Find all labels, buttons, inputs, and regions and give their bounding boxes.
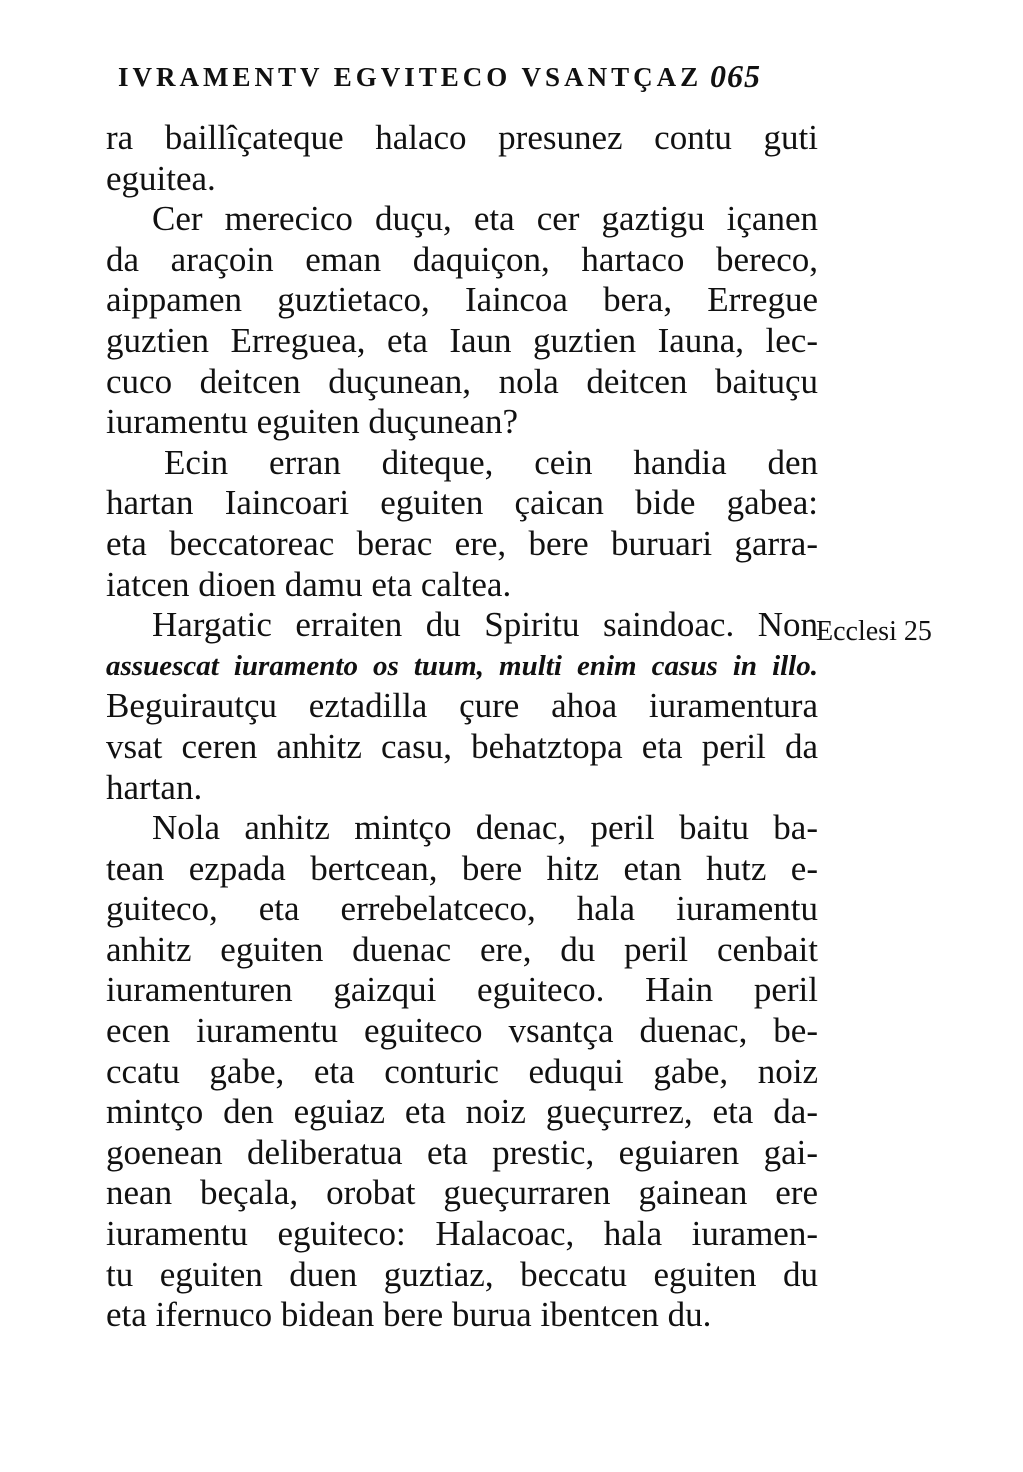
- text-line: iuramentu eguiteco: Halacoac, hala iuramen-: [106, 1214, 818, 1254]
- text-line: ecen iuramentu eguiteco vsantça duenac, be-: [106, 1011, 818, 1051]
- running-head-title: IVRAMENTV EGVITECO VSANTÇAZ: [118, 62, 703, 92]
- text-line: guztien Erreguea, eta Iaun guztien Iauna, lec-: [106, 320, 818, 360]
- text-line: mintço den eguiaz eta noiz gueçurrez, eta da-: [106, 1092, 818, 1132]
- text-line: tu eguiten duen guztiaz, beccatu eguiten du: [106, 1254, 818, 1294]
- text-line: Hargatic erraiten du Spiritu saindoac. Non: [152, 605, 818, 645]
- text-line: da araçoin eman daquiçon, hartaco bereco,: [106, 239, 818, 279]
- text-line: tean ezpada bertcean, bere hitz etan hutz e-: [106, 848, 818, 888]
- text-line: eta ifernuco bidean bere burua ibentcen du.: [106, 1295, 712, 1335]
- text-line: iatcen dioen damu eta caltea.: [106, 564, 512, 604]
- latin-quotation: assuescat iuramento os tuum, multi enim casus in illo.: [106, 649, 818, 682]
- text-line: cuco deitcen duçunean, nola deitcen baituçu: [106, 361, 818, 401]
- body-text: [106, 118, 818, 1336]
- text-line: nean beçala, orobat gueçurraren gainean ere: [106, 1173, 818, 1213]
- text-line: ccatu gabe, eta conturic eduqui gabe, noiz: [106, 1051, 818, 1091]
- running-head: [118, 58, 818, 102]
- text-line: vsat ceren anhitz casu, behatztopa eta peril da: [106, 726, 818, 766]
- text-line: guiteco, eta errebelatceco, hala iuramentu: [106, 889, 818, 929]
- margin-note: Ecclesi 25: [816, 616, 932, 647]
- text-line: eta beccatoreac berac ere, bere buruari garra-: [106, 523, 818, 563]
- page-number: 065: [710, 58, 761, 94]
- text-line: iuramenturen gaizqui eguiteco. Hain peril: [106, 970, 818, 1010]
- text-line: eguitea.: [106, 158, 216, 198]
- text-line: anhitz eguiten duenac ere, du peril cenbait: [106, 929, 818, 969]
- text-line: Nola anhitz mintço denac, peril baitu ba-: [152, 808, 818, 848]
- text-line: aippamen guztietaco, Iaincoa bera, Erregue: [106, 280, 818, 320]
- text-line: Cer merecico duçu, eta cer gaztigu içanen: [152, 199, 818, 239]
- text-line: iuramentu eguiten duçunean?: [106, 402, 519, 442]
- text-line: hartan Iaincoari eguiten çaican bide gabea:: [106, 483, 818, 523]
- text-line: Beguirautçu eztadilla çure ahoa iuramentura: [106, 686, 818, 726]
- text-line: ra baillîçateque halaco presunez contu guti: [106, 118, 818, 157]
- text-line: Ecin erran diteque, cein handia den: [164, 442, 818, 482]
- text-line: hartan.: [106, 767, 203, 807]
- text-line: goenean deliberatua eta prestic, eguiaren gai-: [106, 1132, 818, 1172]
